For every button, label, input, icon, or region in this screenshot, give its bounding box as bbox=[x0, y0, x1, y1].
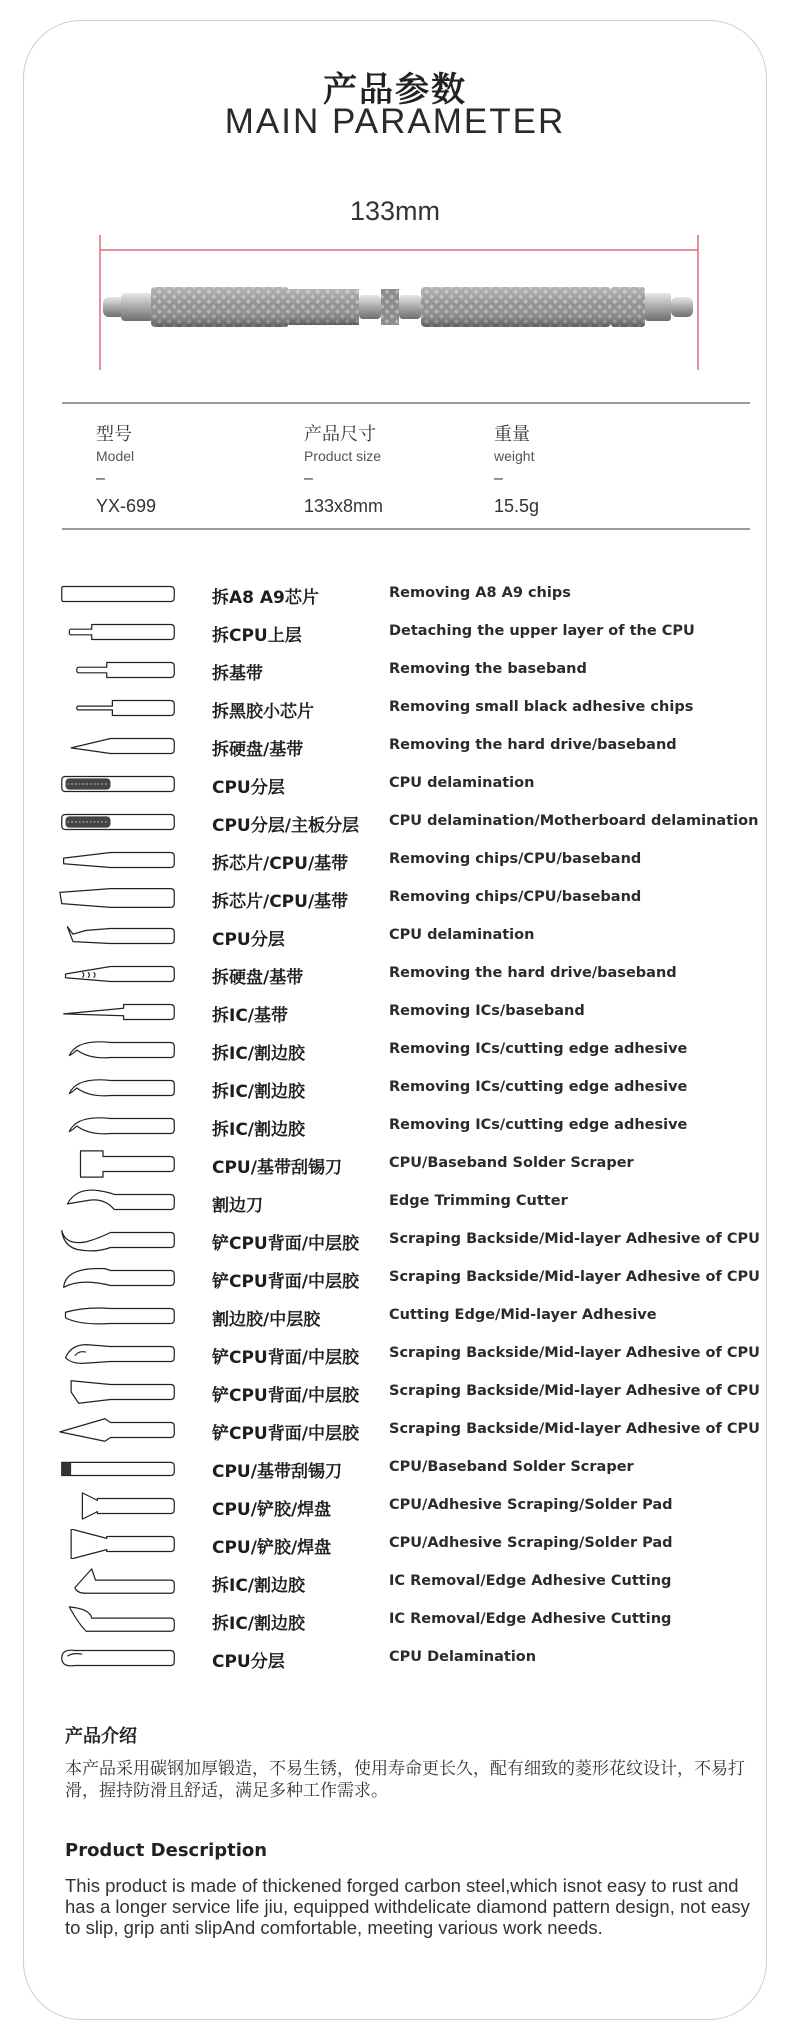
blade-use-en: Removing ICs/cutting edge adhesive bbox=[389, 1117, 688, 1133]
blade-row bbox=[50, 727, 770, 765]
blade-use-cn: 拆CPU上层 bbox=[212, 626, 302, 646]
angled-foot-blade-icon bbox=[56, 1567, 180, 1597]
blade-use-cn: 拆IC/割边胶 bbox=[212, 1614, 306, 1634]
blade-use-en: Scraping Backside/Mid-layer Adhesive of CPU bbox=[389, 1231, 760, 1247]
spec-value: YX-699 bbox=[96, 496, 157, 516]
blade-use-cn: 拆硬盘/基带 bbox=[212, 968, 304, 988]
blade-use-en: CPU/Adhesive Scraping/Solder Pad bbox=[389, 1497, 673, 1513]
round-hook-blade-icon bbox=[56, 1263, 180, 1293]
blade-row bbox=[50, 1487, 770, 1525]
blade-use-cn: CPU分层 bbox=[212, 778, 285, 798]
blade-row bbox=[50, 651, 770, 689]
blade-use-cn: 拆黑胶小芯片 bbox=[212, 702, 314, 722]
needle-step-blade-icon bbox=[56, 693, 180, 723]
blade-use-cn: 铲CPU背面/中层胶 bbox=[212, 1234, 359, 1254]
blade-use-en: Removing the hard drive/baseband bbox=[389, 737, 677, 753]
blade-row bbox=[50, 1449, 770, 1487]
blade-use-cn: 铲CPU背面/中层胶 bbox=[212, 1386, 359, 1406]
triangle-blade-icon bbox=[56, 1415, 180, 1445]
blade-use-cn: 割边胶/中层胶 bbox=[212, 1310, 321, 1330]
blade-row bbox=[50, 1335, 770, 1373]
blade-use-cn: 拆硬盘/基带 bbox=[212, 740, 304, 760]
spec-label-cn: 型号 bbox=[96, 424, 132, 445]
blade-row bbox=[50, 613, 770, 651]
blade-use-cn: CPU分层/主板分层 bbox=[212, 816, 359, 836]
diamond-rasp-blade-icon bbox=[56, 769, 180, 799]
blade-use-en: Scraping Backside/Mid-layer Adhesive of CPU bbox=[389, 1269, 760, 1285]
blade-use-cn: 拆IC/基带 bbox=[212, 1006, 289, 1026]
flat-wide-blade-icon bbox=[56, 579, 180, 609]
square-scraper-blade-icon bbox=[56, 1149, 180, 1179]
blade-use-cn: CPU分层 bbox=[212, 930, 285, 950]
blade-use-en: CPU delamination bbox=[389, 775, 535, 791]
blade-row bbox=[50, 1601, 770, 1639]
spec-dash: – bbox=[494, 470, 503, 487]
serrated-wedge-blade-icon bbox=[56, 959, 180, 989]
blade-use-cn: 铲CPU背面/中层胶 bbox=[212, 1348, 359, 1368]
length-dimension-label: 133mm bbox=[349, 196, 441, 226]
spec-label-cn: 产品尺寸 bbox=[304, 424, 376, 445]
blade-use-en: Edge Trimming Cutter bbox=[389, 1193, 568, 1209]
intro-text-cn: 本产品采用碳钢加厚锻造，不易生锈，使用寿命更长久，配有细致的菱形花纹设计，不易打滑，握持防滑且舒适，满足多种工作需求。 bbox=[65, 1759, 745, 1801]
blade-row bbox=[50, 1031, 770, 1069]
blade-row bbox=[50, 1297, 770, 1335]
spec-value: 133x8mm bbox=[304, 496, 384, 516]
sickle-blade-icon bbox=[56, 1187, 180, 1217]
tall-hook-blade-icon bbox=[56, 1605, 180, 1635]
blade-use-en: CPU Delamination bbox=[389, 1649, 537, 1665]
blade-use-cn: 拆IC/割边胶 bbox=[212, 1082, 306, 1102]
blade-use-cn: 铲CPU背面/中层胶 bbox=[212, 1272, 359, 1292]
blade-row bbox=[50, 803, 770, 841]
curved-hook-blade-icon bbox=[56, 1111, 180, 1141]
spec-label-en: Product size bbox=[304, 448, 382, 464]
blade-use-en: Cutting Edge/Mid-layer Adhesive bbox=[389, 1307, 657, 1323]
blade-row bbox=[50, 575, 770, 613]
blade-use-en: IC Removal/Edge Adhesive Cutting bbox=[389, 1611, 672, 1627]
blade-use-cn: 拆IC/割边胶 bbox=[212, 1044, 306, 1064]
blade-use-en: CPU delamination bbox=[389, 927, 535, 943]
blade-row bbox=[50, 917, 770, 955]
flat-chisel-blade-icon bbox=[56, 1453, 180, 1483]
blade-use-en: Detaching the upper layer of the CPU bbox=[389, 623, 695, 639]
blade-use-en: Removing the hard drive/baseband bbox=[389, 965, 677, 981]
pointed-taper-blade-icon bbox=[56, 731, 180, 761]
blade-row bbox=[50, 1411, 770, 1449]
blade-use-en: CPU delamination/Motherboard delamination bbox=[389, 813, 759, 829]
spec-product-size bbox=[304, 420, 383, 517]
spec-model bbox=[96, 420, 156, 517]
blade-use-en: CPU/Baseband Solder Scraper bbox=[389, 1459, 634, 1475]
spec-dash: – bbox=[304, 470, 313, 487]
blade-row bbox=[50, 1145, 770, 1183]
wide-flared-scraper-blade-icon bbox=[56, 1529, 180, 1559]
spec-label-en: Model bbox=[96, 448, 135, 464]
blade-row bbox=[50, 1259, 770, 1297]
blade-row bbox=[50, 1563, 770, 1601]
intro-title-cn: 产品介绍 bbox=[65, 1726, 137, 1747]
blade-use-en: IC Removal/Edge Adhesive Cutting bbox=[389, 1573, 672, 1589]
blade-row bbox=[50, 765, 770, 803]
blade-use-en: Removing chips/CPU/baseband bbox=[389, 851, 642, 867]
blade-use-en: CPU/Baseband Solder Scraper bbox=[389, 1155, 634, 1171]
blade-use-en: Removing the baseband bbox=[389, 661, 587, 677]
blade-use-en: Removing ICs/cutting edge adhesive bbox=[389, 1041, 688, 1057]
curved-edge-blade-icon bbox=[56, 1301, 180, 1331]
blade-use-en: Removing chips/CPU/baseband bbox=[389, 889, 642, 905]
blade-row bbox=[50, 841, 770, 879]
blade-use-en: Removing ICs/baseband bbox=[389, 1003, 585, 1019]
knurled-handle-image bbox=[95, 225, 705, 375]
angled-scraper-blade-icon bbox=[56, 1377, 180, 1407]
blade-use-en: Removing A8 A9 chips bbox=[389, 585, 571, 601]
blade-row bbox=[50, 1183, 770, 1221]
spec-bottom-divider bbox=[62, 528, 750, 530]
page-title-en: MAIN PARAMETER bbox=[224, 102, 566, 141]
spec-dash: – bbox=[96, 470, 105, 487]
blade-use-cn: 拆IC/割边胶 bbox=[212, 1576, 306, 1596]
spec-value: 15.5g bbox=[494, 496, 540, 516]
hook-scraper-blade-icon bbox=[56, 1225, 180, 1255]
blade-list bbox=[50, 575, 770, 1677]
blade-use-cn: 拆芯片/CPU/基带 bbox=[212, 892, 349, 912]
blade-use-en: Removing ICs/cutting edge adhesive bbox=[389, 1079, 688, 1095]
spec-top-divider bbox=[62, 402, 750, 404]
blade-row bbox=[50, 993, 770, 1031]
blade-row bbox=[50, 1107, 770, 1145]
blade-use-cn: 拆基带 bbox=[212, 664, 263, 684]
blade-use-en: Removing small black adhesive chips bbox=[389, 699, 694, 715]
blade-use-cn: 割边刀 bbox=[212, 1196, 263, 1216]
blade-row bbox=[50, 1069, 770, 1107]
blade-row bbox=[50, 955, 770, 993]
blade-row bbox=[50, 1373, 770, 1411]
intro-text-en: This product is made of thickened forged carbon steel,which isnot easy to rust and has a longer service life jiu, equipped withdelicate diamond pattern design, not easy to slip, grip anti slipAnd comfortable, meeting various work needs. bbox=[65, 1875, 750, 1938]
narrow-step-blade-icon bbox=[56, 655, 180, 685]
wide-wedge-blade-icon bbox=[56, 883, 180, 913]
blade-use-en: Scraping Backside/Mid-layer Adhesive of CPU bbox=[389, 1421, 760, 1437]
spec-label-en: weight bbox=[494, 448, 535, 464]
blade-use-en: Scraping Backside/Mid-layer Adhesive of CPU bbox=[389, 1345, 760, 1361]
long-needle-blade-icon bbox=[56, 997, 180, 1027]
blade-row bbox=[50, 1639, 770, 1677]
rounded-hook-blade-icon bbox=[56, 1643, 180, 1673]
blade-row bbox=[50, 1525, 770, 1563]
double-hook-blade-icon bbox=[56, 1339, 180, 1369]
wedge-blade-icon bbox=[56, 845, 180, 875]
spec-weight bbox=[494, 420, 539, 517]
curved-hook-blade-icon bbox=[56, 1035, 180, 1065]
blade-use-en: CPU/Adhesive Scraping/Solder Pad bbox=[389, 1535, 673, 1551]
blade-use-en: Scraping Backside/Mid-layer Adhesive of CPU bbox=[389, 1383, 760, 1399]
blade-use-cn: 拆A8 A9芯片 bbox=[212, 588, 319, 608]
page-title-cn: 产品参数 bbox=[323, 70, 467, 110]
blade-row bbox=[50, 689, 770, 727]
blade-use-cn: CPU/铲胶/焊盘 bbox=[212, 1500, 332, 1520]
blade-use-cn: CPU/铲胶/焊盘 bbox=[212, 1538, 332, 1558]
curved-hook-blade-icon bbox=[56, 1073, 180, 1103]
blade-use-cn: CPU/基带刮锡刀 bbox=[212, 1462, 342, 1482]
blade-use-cn: CPU分层 bbox=[212, 1652, 285, 1672]
blade-use-cn: 拆IC/割边胶 bbox=[212, 1120, 306, 1140]
blade-use-cn: CPU/基带刮锡刀 bbox=[212, 1158, 342, 1178]
thin-step-blade-icon bbox=[56, 617, 180, 647]
blade-use-cn: 铲CPU背面/中层胶 bbox=[212, 1424, 359, 1444]
hooked-tip-blade-icon bbox=[56, 921, 180, 951]
intro-title-en: Product Description bbox=[65, 1840, 268, 1861]
flared-scraper-blade-icon bbox=[56, 1491, 180, 1521]
diamond-rasp-blade-icon bbox=[56, 807, 180, 837]
blade-row bbox=[50, 879, 770, 917]
blade-row bbox=[50, 1221, 770, 1259]
blade-use-cn: 拆芯片/CPU/基带 bbox=[212, 854, 349, 874]
spec-label-cn: 重量 bbox=[494, 424, 530, 445]
